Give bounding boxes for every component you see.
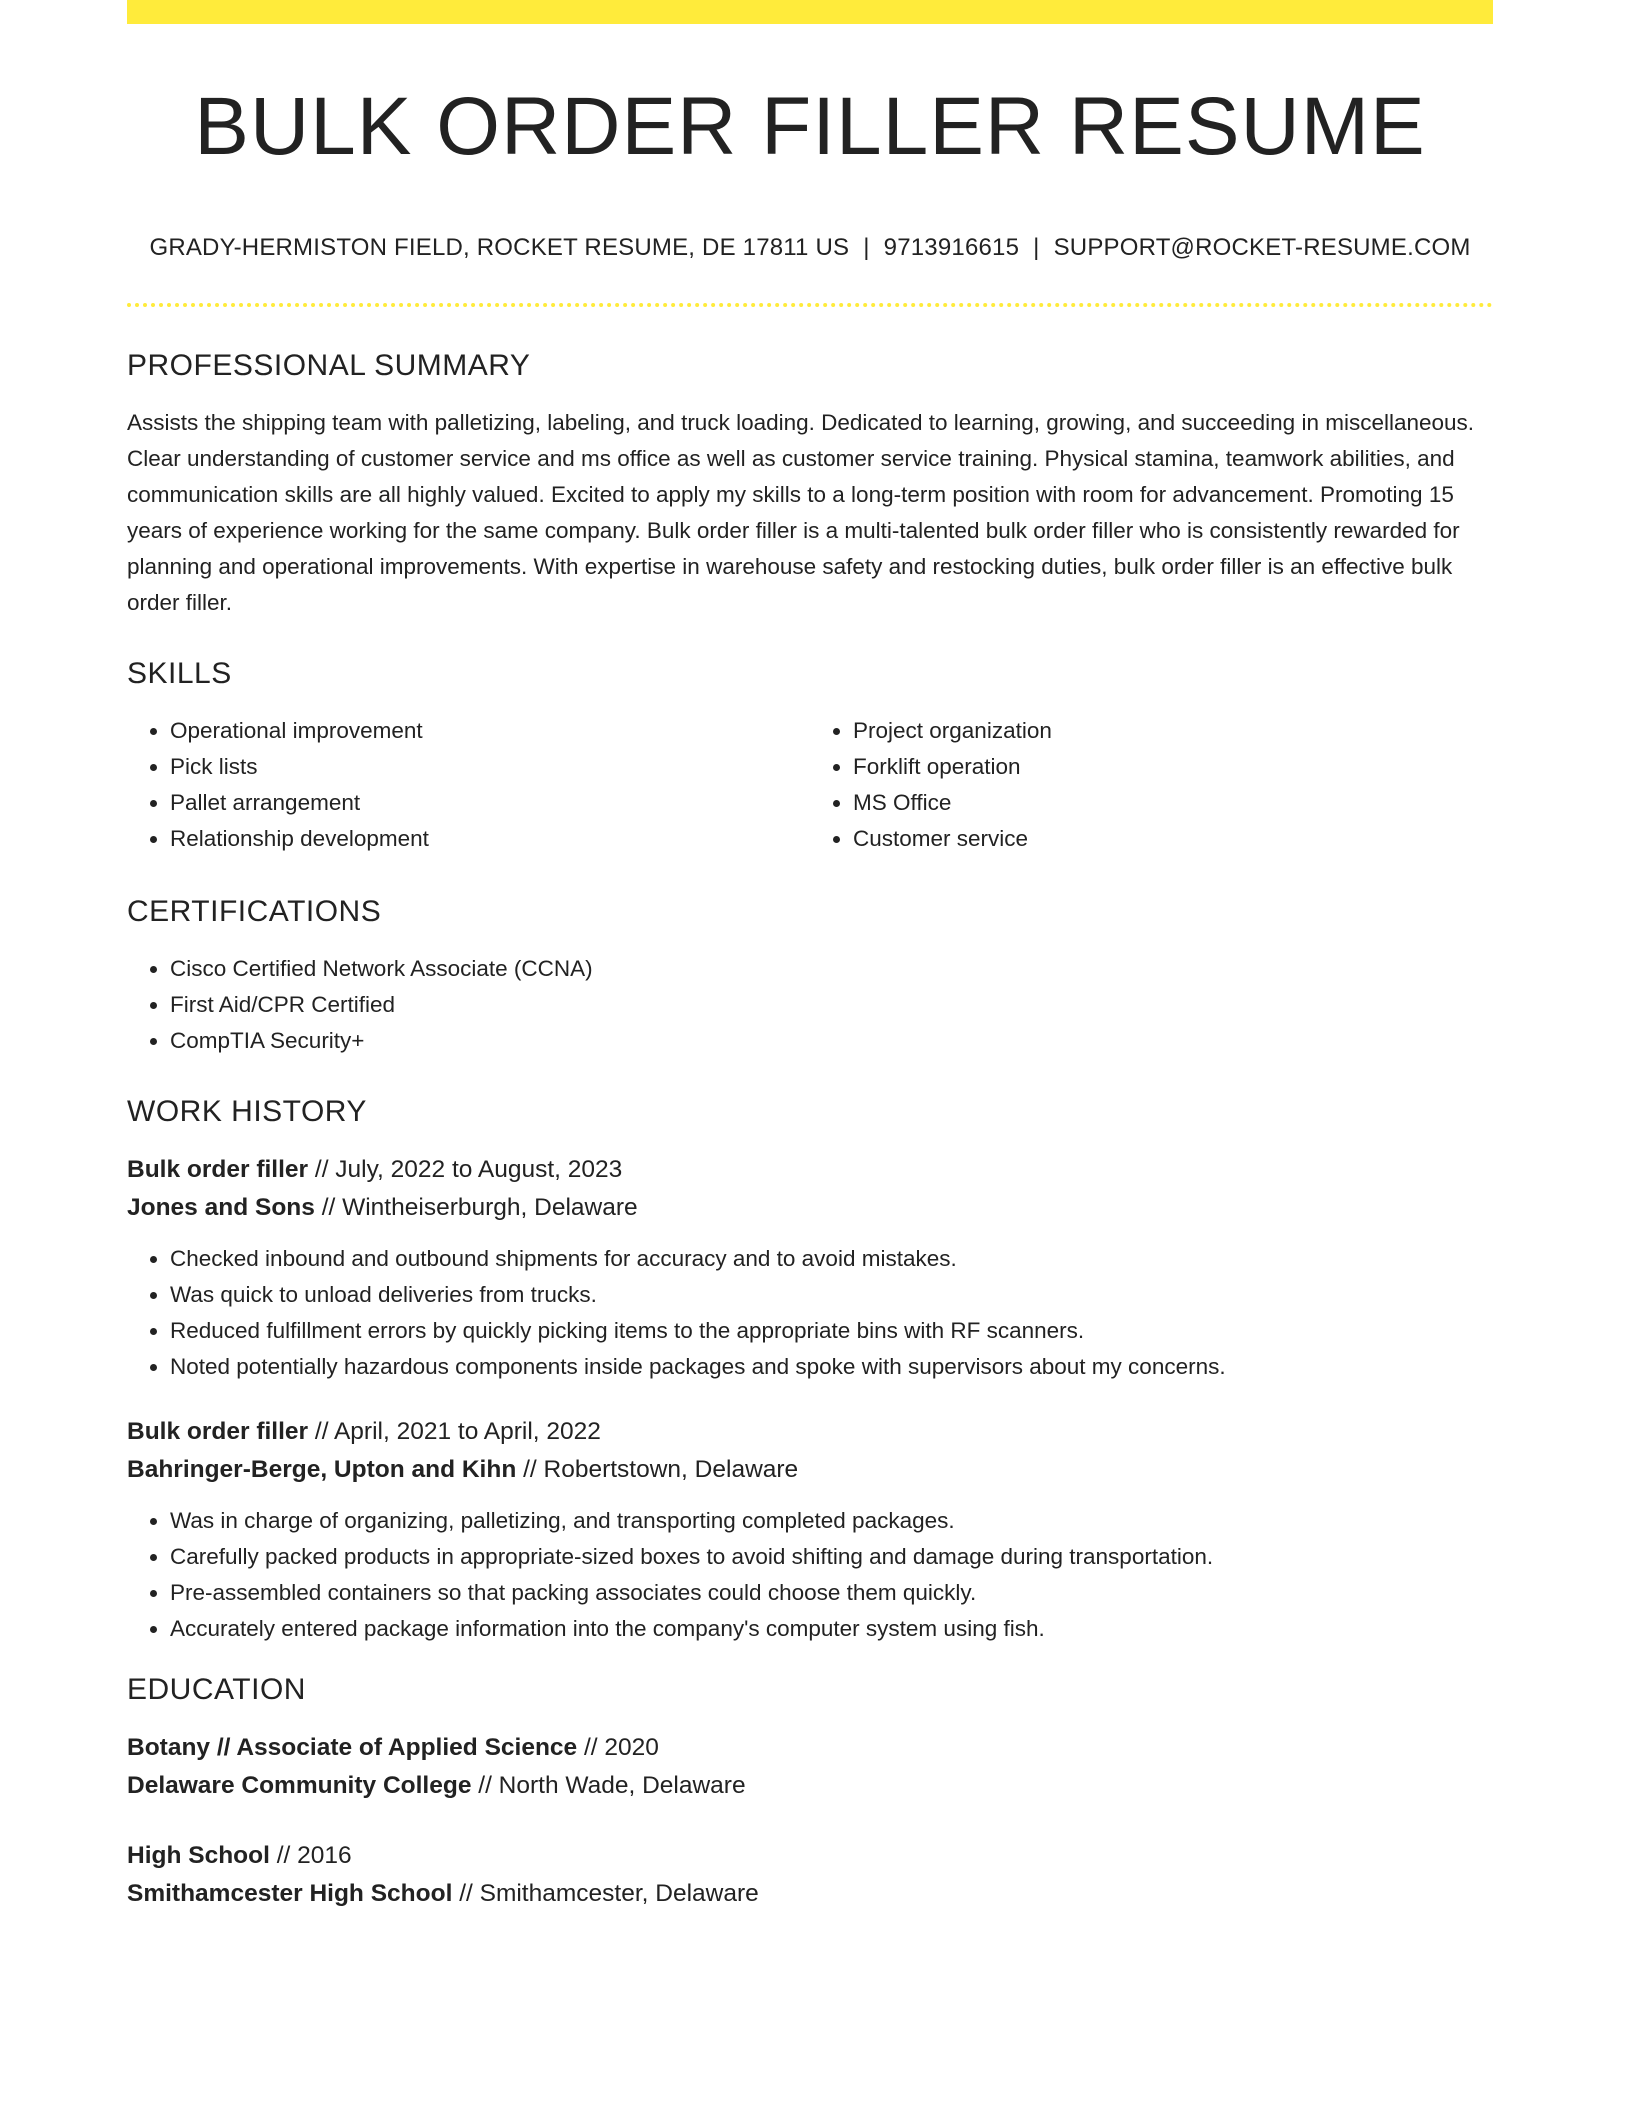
job-title-line [127,1413,1493,1451]
education-entry [127,1729,1493,1805]
job-title: Bulk order filler [127,1417,309,1445]
job-bullets [127,1241,1493,1385]
job-dates: // July, 2022 to August, 2023 [308,1155,623,1183]
skill-item: • Project organization [853,713,1493,749]
education-entry [127,1837,1493,1913]
job-entry [127,1413,1493,1647]
resume-page [127,0,1493,1945]
job-company: Bahringer-Berge, Upton and Kihn [127,1455,517,1483]
section-heading: WORK HISTORY [127,1094,367,1128]
accent-top-bar [127,0,1493,24]
job-bullet: • Noted potentially hazardous components inside packages and spoke with supervisors about my concerns. [170,1349,1493,1385]
job-company-line [127,1451,1493,1489]
contact-email: SUPPORT@ROCKET-RESUME.COM [1053,234,1471,261]
job-bullets [127,1503,1493,1647]
work-history-section [127,1094,1493,1647]
job-company: Jones and Sons [127,1193,315,1221]
education-year: // 2020 [577,1733,659,1761]
job-bullet: • Pre-assembled containers so that packing associates could choose them quickly. [170,1575,1493,1611]
contact-line [127,234,1493,263]
certification-item: • CompTIA Security+ [170,1023,1493,1059]
education-school-line [127,1767,1493,1805]
skill-item: • Pallet arrangement [170,785,810,821]
contact-phone: 9713916615 [883,234,1020,261]
contact-separator: | [1033,234,1040,261]
education-section [127,1672,1493,1913]
education-year: // 2016 [269,1841,352,1869]
job-title-line [127,1151,1493,1189]
job-location: // Wintheiserburgh, Delaware [314,1193,638,1221]
summary-text: Assists the shipping team with palletizing, labeling, and truck loading. Dedicated to learning, growing, and succeeding in miscellaneous. Clear understanding of customer service and ms office as well as customer service training. Physical stamina, teamwork abilities, and communication skills are all highly valued. Excited to apply my skills to a long-term position with room for advancement. Promoting 15 years of experience working for the same company. Bulk order filler is a multi-talented bulk order filler who is consistently rewarded for planning and operational improvements. With expertise in warehouse safety and restocking duties, bulk order filler is an effective bulk order filler. [127,409,1475,615]
education-location: // North Wade, Delaware [471,1771,746,1799]
education-school: Delaware Community College [127,1771,472,1799]
certifications-section [127,894,1493,1059]
education-school-line [127,1875,1493,1913]
education-school: Smithamcester High School [127,1879,453,1907]
education-degree: High School [127,1841,270,1869]
resume-title: BULK ORDER FILLER RESUME [194,81,1426,172]
education-degree: Botany // Associate of Applied Science [127,1733,578,1761]
job-location: // Robertstown, Delaware [516,1455,799,1483]
section-heading: SKILLS [127,656,232,690]
certifications-list [127,951,1493,1059]
dotted-divider [127,303,1493,307]
skill-item: • Operational improvement [170,713,810,749]
job-company-line [127,1189,1493,1227]
section-heading: EDUCATION [127,1672,306,1706]
contact-separator: | [863,234,870,261]
summary-section [127,348,1493,621]
education-location: // Smithamcester, Delaware [452,1879,759,1907]
skill-item: • Customer service [853,821,1493,857]
job-bullet: • Was in charge of organizing, palletizing, and transporting completed packages. [170,1503,1493,1539]
skill-item: • Pick lists [170,749,810,785]
job-bullet: • Accurately entered package information into the company's computer system using fish. [170,1611,1493,1647]
skills-grid [127,713,1493,857]
section-heading: PROFESSIONAL SUMMARY [127,348,531,382]
job-bullet: • Was quick to unload deliveries from trucks. [170,1277,1493,1313]
skill-item: • Forklift operation [853,749,1493,785]
job-bullet: • Carefully packed products in appropriate-sized boxes to avoid shifting and damage during transportation. [170,1539,1493,1575]
certification-item: • First Aid/CPR Certified [170,987,1493,1023]
job-entry [127,1151,1493,1385]
skill-item: • MS Office [853,785,1493,821]
contact-address: GRADY-HERMISTON FIELD, ROCKET RESUME, DE 17811 US [149,234,850,261]
skills-list-right [810,713,1493,857]
skills-list-left [127,713,810,857]
section-heading: CERTIFICATIONS [127,894,382,928]
job-dates: // April, 2021 to April, 2022 [308,1417,601,1445]
job-title: Bulk order filler [127,1155,309,1183]
certification-item: • Cisco Certified Network Associate (CCNA) [170,951,1493,987]
skill-item: • Relationship development [170,821,810,857]
education-degree-line [127,1729,1493,1767]
job-bullet: • Checked inbound and outbound shipments for accuracy and to avoid mistakes. [170,1241,1493,1277]
education-degree-line [127,1837,1493,1875]
job-bullet: • Reduced fulfillment errors by quickly picking items to the appropriate bins with RF scanners. [170,1313,1493,1349]
skills-section [127,656,1493,857]
